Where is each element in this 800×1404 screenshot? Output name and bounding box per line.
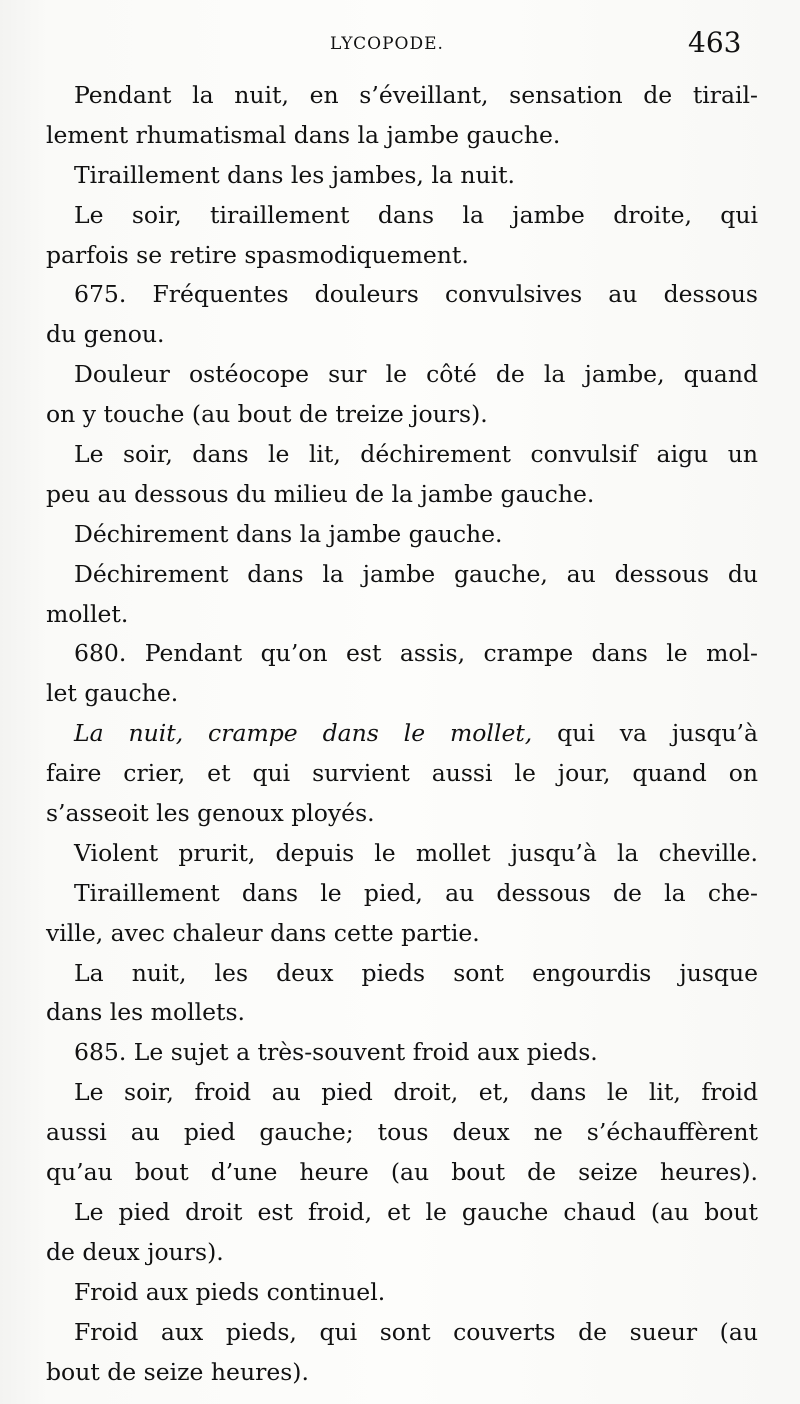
text-line bbox=[46, 435, 758, 475]
line-text: 680. Pendant qu’on est assis, crampe dans le mol- bbox=[74, 639, 758, 668]
line-text: 685. Le sujet a très-souvent froid aux pieds. bbox=[74, 1038, 598, 1067]
line-text: bout de seize heures). bbox=[46, 1357, 309, 1386]
line-text: Le soir, froid au pied droit, et, dans le lit, froid bbox=[74, 1078, 758, 1107]
line-text: du genou. bbox=[46, 320, 165, 349]
text-line bbox=[46, 1073, 758, 1113]
text-line bbox=[46, 275, 758, 315]
text-line bbox=[46, 156, 758, 196]
line-text: Douleur ostéocope sur le côté de la jambe, quand bbox=[74, 360, 758, 389]
text-line bbox=[46, 914, 758, 954]
line-text: on y touche (au bout de treize jours). bbox=[46, 400, 488, 429]
line-text: Tiraillement dans le pied, au dessous de la che- bbox=[74, 878, 758, 907]
text-line bbox=[46, 634, 758, 674]
text-line bbox=[46, 236, 758, 276]
line-text: ville, avec chaleur dans cette partie. bbox=[46, 918, 480, 947]
line-text: Déchirement dans la jambe gauche. bbox=[74, 519, 503, 548]
line-text: dans les mollets. bbox=[46, 998, 246, 1027]
line-text: let gauche. bbox=[46, 679, 179, 708]
text-line bbox=[46, 475, 758, 515]
text-line bbox=[46, 196, 758, 236]
line-text: Le pied droit est froid, et le gauche chaud (au bout bbox=[74, 1197, 758, 1226]
text-line bbox=[46, 1033, 758, 1073]
text-line bbox=[46, 515, 758, 555]
line-text: lement rhumatismal dans la jambe gauche. bbox=[46, 120, 561, 149]
page-number: 463 bbox=[688, 26, 742, 59]
line-text: Déchirement dans la jambe gauche, au dessous du bbox=[74, 559, 758, 588]
text-line bbox=[46, 834, 758, 874]
text-line bbox=[46, 76, 758, 116]
line-text: Le soir, dans le lit, déchirement convulsif aigu un bbox=[74, 440, 758, 469]
text-line bbox=[46, 1113, 758, 1153]
line-text: Le soir, tiraillement dans la jambe droite, qui bbox=[74, 200, 758, 229]
line-text: mollet. bbox=[46, 599, 129, 628]
text-line bbox=[46, 395, 758, 435]
text-line bbox=[46, 1233, 758, 1273]
text-line bbox=[46, 714, 758, 754]
text-line bbox=[46, 1193, 758, 1233]
line-text: Tiraillement dans les jambes, la nuit. bbox=[74, 160, 516, 189]
body-text bbox=[46, 76, 758, 1392]
text-line bbox=[46, 1353, 758, 1393]
line-text: Violent prurit, depuis le mollet jusqu’à la cheville. bbox=[74, 838, 758, 867]
text-line bbox=[46, 754, 758, 794]
line-text: s’asseoit les genoux ployés. bbox=[46, 799, 375, 828]
line-text: Pendant la nuit, en s’éveillant, sensation de tirail- bbox=[74, 81, 758, 109]
line-text: faire crier, et qui survient aussi le jour, quand on bbox=[46, 759, 758, 788]
text-line bbox=[46, 1153, 758, 1193]
text-line bbox=[46, 315, 758, 355]
text-line bbox=[46, 674, 758, 714]
line-text: La nuit, les deux pieds sont engourdis jusque bbox=[74, 958, 758, 987]
text-line bbox=[46, 874, 758, 914]
text-line bbox=[46, 355, 758, 395]
line-text: Froid aux pieds continuel. bbox=[74, 1277, 386, 1306]
line-text: aussi au pied gauche; tous deux ne s’échauffèrent bbox=[46, 1118, 758, 1147]
text-line bbox=[46, 1273, 758, 1313]
line-text: de deux jours). bbox=[46, 1237, 224, 1266]
line-text: peu au dessous du milieu de la jambe gauche. bbox=[46, 479, 595, 508]
running-title: LYCOPODE. bbox=[330, 34, 444, 54]
text-line bbox=[46, 595, 758, 635]
line-text: parfois se retire spasmodiquement. bbox=[46, 240, 469, 269]
text-line bbox=[46, 993, 758, 1033]
text-line bbox=[46, 116, 758, 156]
page-header bbox=[0, 26, 800, 66]
italic-text: La nuit, crampe dans le mollet, bbox=[74, 719, 533, 748]
text-line bbox=[46, 1313, 758, 1353]
line-text: qui va jusqu’à bbox=[532, 719, 758, 748]
line-text: 675. Fréquentes douleurs convulsives au dessous bbox=[74, 280, 758, 309]
text-line bbox=[46, 794, 758, 834]
line-text: Froid aux pieds, qui sont couverts de sueur (au bbox=[74, 1317, 758, 1346]
line-text: qu’au bout d’une heure (au bout de seize heures). bbox=[46, 1158, 758, 1187]
text-line bbox=[46, 954, 758, 994]
text-line bbox=[46, 555, 758, 595]
